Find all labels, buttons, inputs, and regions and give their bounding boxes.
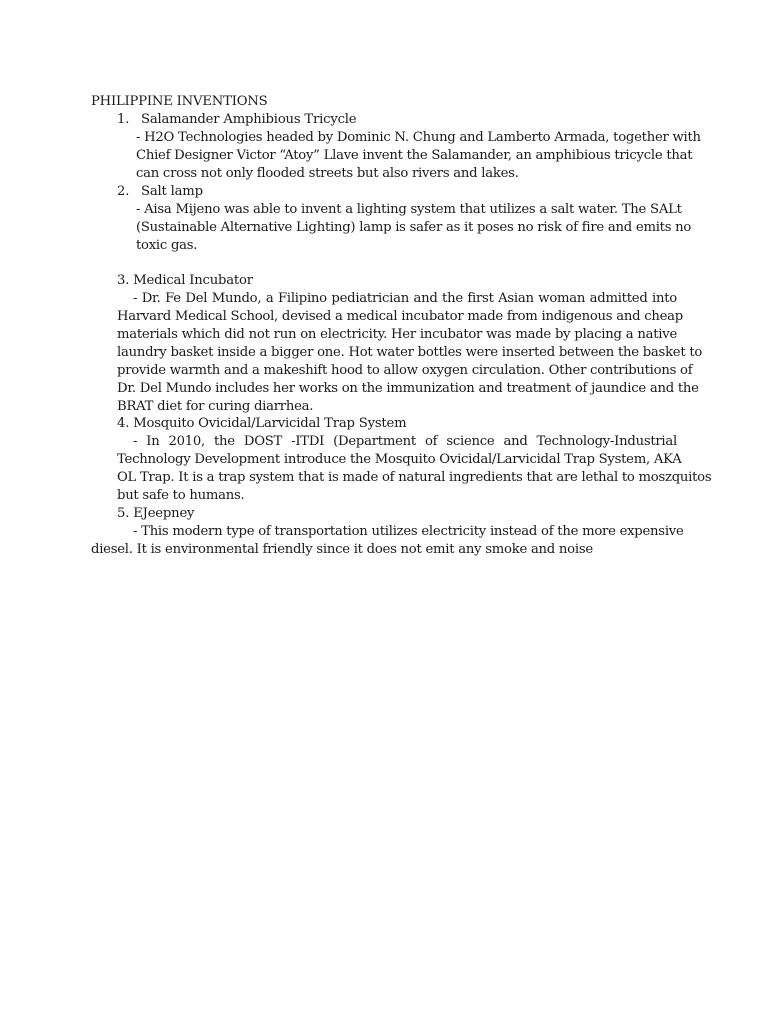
list-item-body: [136, 201, 692, 255]
list-item-title: Salamander Amphibious Tricycle: [141, 112, 357, 127]
list-item-number: 5.: [117, 506, 130, 521]
list-item-body: [117, 433, 712, 505]
body-line: Harvard Medical School, devised a medical incubator made from indigenous and cheap: [117, 309, 683, 324]
list-item-title: Mosquito Ovicidal/Larvicidal Trap System: [133, 416, 407, 431]
list-item-number: 1.: [117, 112, 130, 127]
body-line: (Sustainable Alternative Lighting) lamp is safer as it poses no risk of fire and emits no: [136, 220, 692, 235]
body-line: - In 2010, the DOST -ITDI (Department of science and Technology-Industrial: [133, 434, 677, 449]
list-item-body: [136, 129, 701, 183]
list-item-body: [117, 290, 703, 416]
body-line: Dr. Del Mundo includes her works on the immunization and treatment of jaundice and the: [117, 381, 699, 396]
list-item-heading: [117, 183, 203, 201]
list-item-title: Salt lamp: [141, 184, 203, 199]
list-item-title: Medical Incubator: [133, 273, 253, 288]
body-line: - H2O Technologies headed by Dominic N. Chung and Lamberto Armada, together with: [136, 130, 701, 145]
body-line: can cross not only flooded streets but also rivers and lakes.: [136, 166, 519, 181]
body-line: - Dr. Fe Del Mundo, a Filipino pediatrician and the first Asian woman admitted into: [133, 291, 677, 306]
body-line: Chief Designer Victor “Atoy” Llave invent the Salamander, an amphibious tricycle that: [136, 148, 693, 163]
list-item-number: 2.: [117, 184, 130, 199]
document-title: PHILIPPINE INVENTIONS: [91, 94, 268, 109]
body-line: - Aisa Mijeno was able to invent a lighting system that utilizes a salt water. The SALt: [136, 202, 682, 217]
body-line: OL Trap. It is a trap system that is made of natural ingredients that are lethal to moszquitos: [117, 470, 712, 485]
list-item-heading: [117, 111, 356, 129]
body-line: but safe to humans.: [117, 488, 245, 503]
list-item-heading: [117, 272, 253, 290]
body-line: - This modern type of transportation utilizes electricity instead of the more expensive: [133, 524, 684, 539]
body-line: toxic gas.: [136, 238, 198, 253]
list-item-heading: [117, 505, 194, 523]
body-line: Technology Development introduce the Mosquito Ovicidal/Larvicidal Trap System, AKA: [117, 452, 682, 467]
body-line: laundry basket inside a bigger one. Hot water bottles were inserted between the basket to: [117, 345, 703, 360]
list-item-heading: [117, 415, 406, 433]
body-line: materials which did not run on electricity. Her incubator was made by placing a native: [117, 327, 677, 342]
body-line: provide warmth and a makeshift hood to allow oxygen circulation. Other contributions of: [117, 363, 693, 378]
list-item-number: 3.: [117, 273, 130, 288]
list-item-title: EJeepney: [133, 506, 195, 521]
body-line: diesel. It is environmental friendly since it does not emit any smoke and noise: [91, 542, 593, 557]
body-line: BRAT diet for curing diarrhea.: [117, 399, 314, 414]
list-item-number: 4.: [117, 416, 130, 431]
